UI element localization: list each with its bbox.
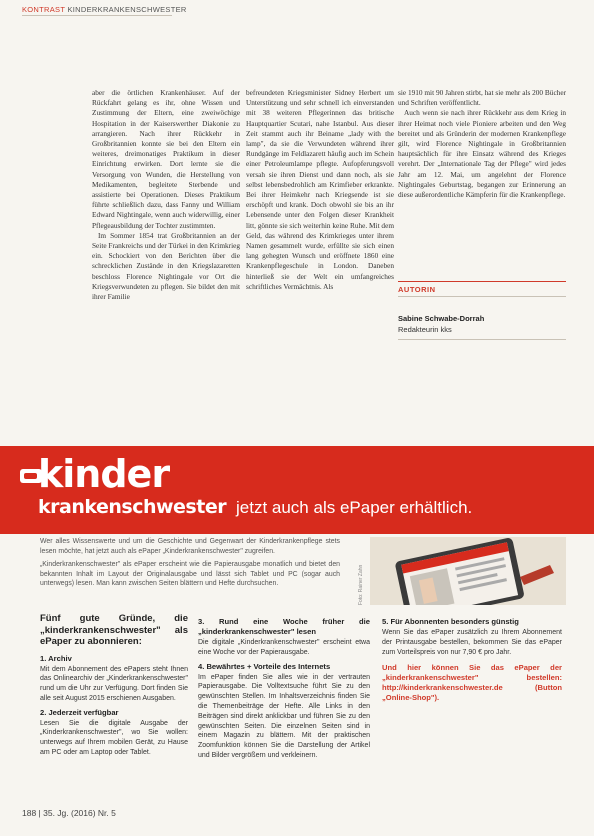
tablet-photo <box>370 537 566 605</box>
reason-text: Mit dem Abonnement des ePapers steht Ihnen das Onlinearchiv der „Kinderkrankenschwester" rund um die Uhr zur Verfügung. Dort finden Sie alle seit August 2015 erschienen Ausgaben. <box>40 665 188 702</box>
section-label: KONTRAST <box>22 5 66 14</box>
reasons-column-2 <box>198 613 370 762</box>
magazine-label: KINDERKRANKENSCHWESTER <box>67 5 187 14</box>
author-rule <box>398 339 566 340</box>
running-header <box>22 5 187 14</box>
logo-krankenschwester: krankenschwester <box>38 496 227 518</box>
article-column-2 <box>246 88 394 292</box>
author-name: Sabine Schwabe-Dorrah <box>398 314 485 323</box>
order-link[interactable]: Und hier können Sie das ePaper der „kinderkrankenschwester" bestellen: http://kinderkrankenschwester.de (Button „Online-Shop"). <box>382 663 562 703</box>
reason-text: Im ePaper finden Sie alles wie in der vertrauten Papierausgabe. Die Volltextsuche führt Sie zu den gewünschten Stellen. Im Inhaltsverzeichnis finden Sie die Themenbeiträge der Hefte. Alle Links in den Beiträgen sind direkt anklickbar und führen Sie zu den gewünschten Seiten. Die einzelnen Seiten sind in einem Magazin zu blättern. Mit der praktischen Zoomfunktion können Sie die Darstellung der Artikel und Bilder vergrößern und verkleinern. <box>198 673 370 759</box>
reason-heading: 1. Archiv <box>40 653 72 663</box>
header-rule <box>22 15 172 16</box>
tablet-image-icon <box>370 537 566 605</box>
intro-paragraph: „Kinderkrankenschwester" als ePaper erscheint wie die Papierausgabe monatlich und bietet den bekannten Inhalt im Layout der Originalausgabe und lässt sich Tablet und PC (sogar auch unterwegs) lesen. Man kann zwischen Seiten blättern und Hefte durchsuchen. <box>40 561 340 588</box>
banner-tagline: jetzt auch als ePaper erhältlich. <box>236 498 473 517</box>
reason-text: Die digitale „Kinderkrankenschwester" erscheint etwa eine Woche vor der Papierausgabe. <box>198 639 370 656</box>
reasons-title: Fünf gute Gründe, die „kinderkrankenschwester" als ePaper zu abonnieren: <box>40 613 188 647</box>
page-footer: 188 | 35. Jg. (2016) Nr. 5 <box>22 808 116 818</box>
reasons-column-3 <box>382 613 562 704</box>
intro-paragraph: Wer alles Wissenswerte und um die Geschichte und Gegenwart der Kinderkrankenpflege stets lesen möchte, hat jetzt auch als ePaper „Kinderkrankenschwester" zugreifen. <box>40 538 340 555</box>
reason-heading: 5. Für Abonnenten besonders günstig <box>382 617 519 626</box>
article-column-1 <box>92 88 240 302</box>
author-role: Redakteurin kks <box>398 325 452 334</box>
reason-text: Wenn Sie das ePaper zusätzlich zu Ihrem Abonnement der Printausgabe bestellen, bekommen Sie das ePaper zum Vorteilspreis von nur 7,90 € pro Jahr. <box>382 629 562 656</box>
article-column-3 <box>398 88 566 200</box>
paragraph: Im Sommer 1854 trat Großbritannien an der Seite Frankreichs und der Türkei in den Krimkrieg ein. Schockiert von den Berichten über die schrecklichen Zustände in den Kriegslazaretten beschloss Florence Nightingale vor Ort die Kriegsverwundeten zu pflegen. Sie bildet den mit ihrer Familie <box>92 230 240 302</box>
reason-heading: 2. Jederzeit verfügbar <box>40 707 119 717</box>
author-heading: AUTORIN <box>398 285 436 294</box>
reasons-column-1 <box>40 613 188 759</box>
reason-heading: 3. Rund eine Woche früher die „kinderkrankenschwester" lesen <box>198 617 370 636</box>
photo-credit: Foto: Rainer Zahn <box>358 564 364 605</box>
reason-text: Lesen Sie die digitale Ausgabe der „Kinderkrankenschwester", wo Sie wollen: unterwegs auf Ihrem mobilen Gerät, zu Hause am PC oder am Laptop oder Tablet. <box>40 719 188 757</box>
epaper-intro <box>40 537 340 593</box>
paragraph: Auch wenn sie nach ihrer Rückkehr aus dem Krieg in ihrer Heimat noch viele Pioniere arbeiten und den Weg bereitet und als Gründerin der modernen Krankenpflege gilt, wird Florence Nightingale in Großbritannien hauptsächlich für ihre Einsatz während des Krieges verehrt. Der „Internationale Tag der Pflege" wird jedes Jahr am 12. Mai, um angelehnt der Florence Nightingales Geburtstag, begangen zur Erinnerung an diese außerordentliche Kämpferin für die Krankenpflege. <box>398 108 566 200</box>
paragraph: sie 1910 mit 90 Jahren stirbt, hat sie mehr als 200 Bücher und Schriften veröffentlicht. <box>398 88 566 108</box>
logo-kinder: kinder <box>38 452 170 496</box>
paragraph: befreundeten Kriegsminister Sidney Herbert um Unterstützung und sehr schnell ich einverstanden mit 38 weiteren Pflegerinnen das britische Hauptquartier Scutari, nahe Istanbul. Aus dieser Zeit stammt auch ihr Beiname „lady with the lamp", da sie die Verwundeten während ihrer Rundgänge im Feldlazarett häufig auch im Schein einer Petroleumlampe pflegte. Aufopferungsvoll versah sie ihren Dienst und dann noch, als sie selbst lebensbedrohlich am Krimfieber erkrankte. Bei ihrer Heimkehr nach Kriegsende ist sie erschöpft und krank. Doch obwohl sie bis an ihr Lebensende unter den Folgen dieser Krankheit litt, gönnte sie sich weiterhin keine Ruhe. Mit dem Geld, das während des Krimkrieges unter ihrem Namen gesammelt wurde, erfüllte sie sich einen lang gehegten Wunsch und eröffnete 1860 eine Krankenpflegeschule in London. Daneben hinterließ sie der Welt ein umfangreiches schriftliches Vermächtnis. Als <box>246 88 394 291</box>
reason-heading: 4. Bewährtes + Vorteile des Internets <box>198 661 331 671</box>
author-rule <box>398 281 566 282</box>
paragraph: aber die örtlichen Krankenhäuser. Auf der Rückfahrt gelang es ihr, ohne Wissen und Zustimmung der Eltern, eine zweiwöchige Hospitation in der Kaiserswerther Diakonie zu arrangieren. Nach ihrer Rückkehr in Großbritannien konnte sie bei den Eltern ein weiteres, dreimonatiges Praktikum in dieser Einrichtung erwirken. Dort lernte sie die Versorgung von Wunden, die Herstellung von Medikamenten, begleitete Sterbende und assistierte bei Operationen. Dieses Praktikum führte schließlich dazu, dass Fanny und William Edward Nightingale, wenn auch widerwillig, einer Pflegeausbildung der Tochter zustimmten. <box>92 88 240 230</box>
author-rule <box>398 296 566 297</box>
